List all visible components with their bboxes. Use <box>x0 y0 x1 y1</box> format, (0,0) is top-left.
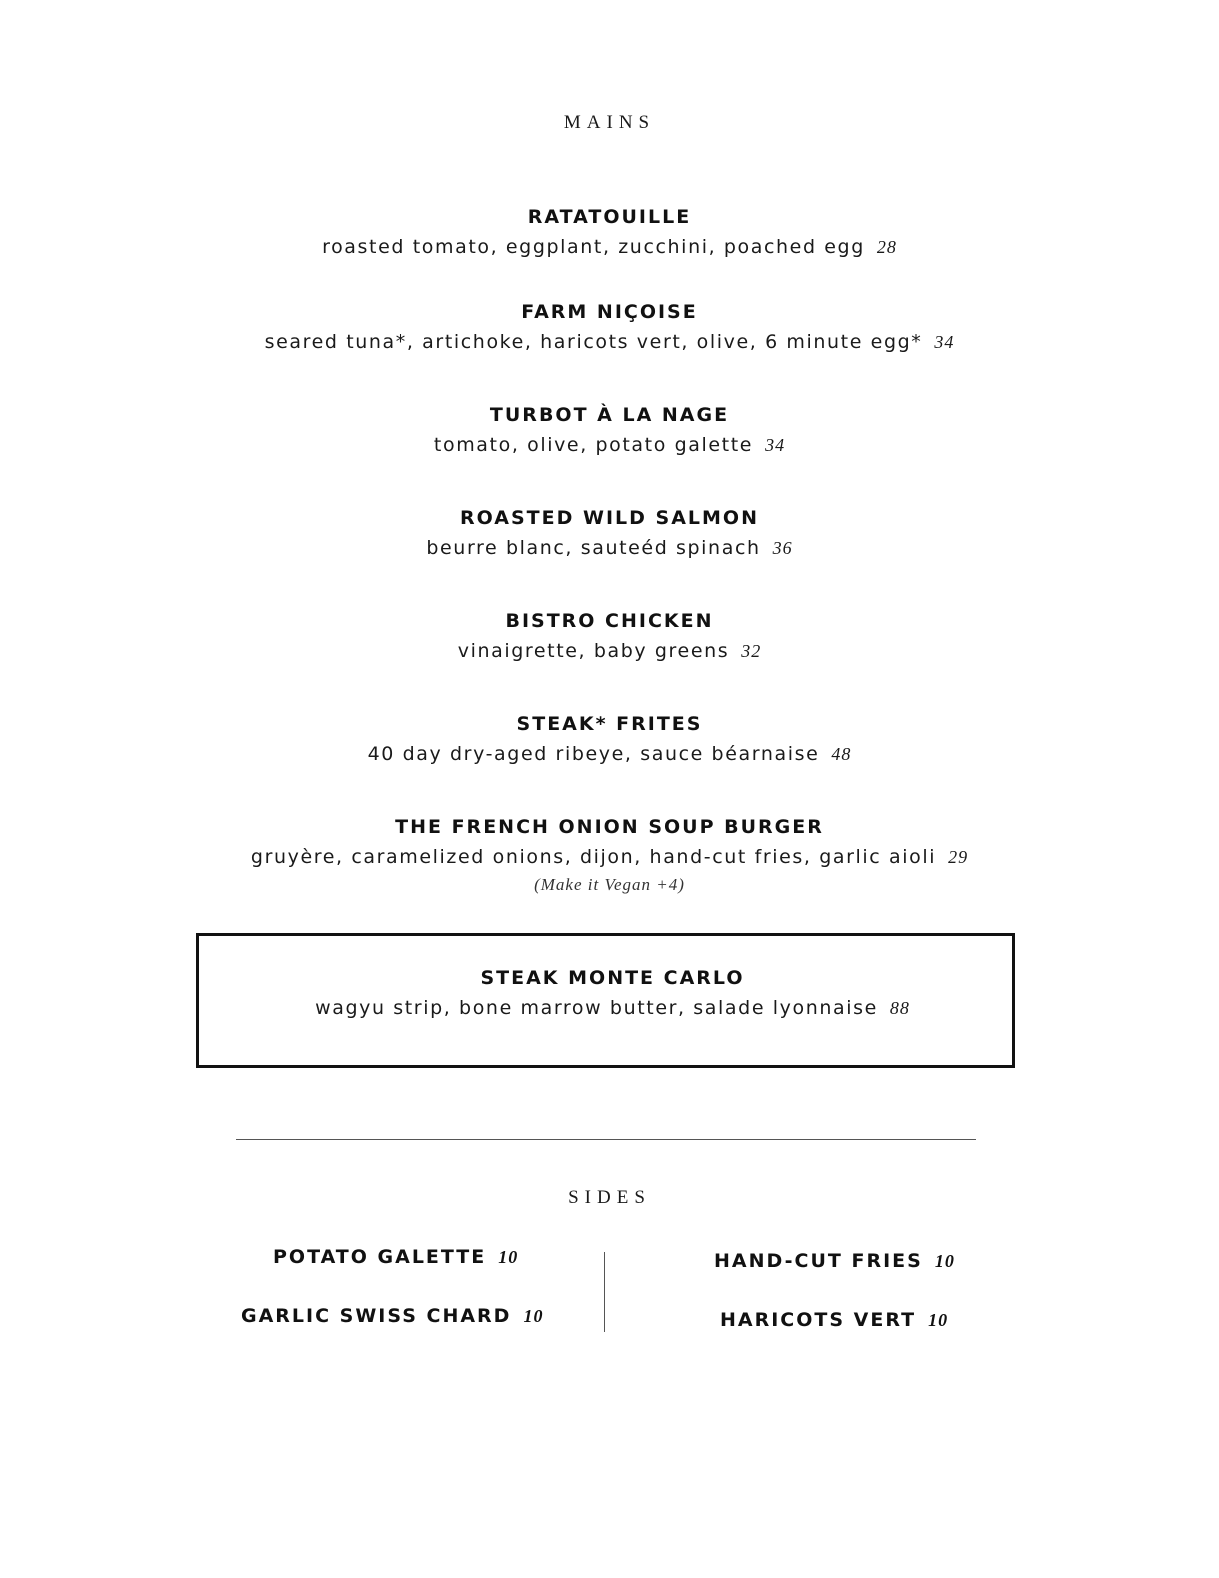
dish-name: STEAK MONTE CARLO <box>480 967 745 989</box>
price: 10 <box>934 1251 955 1271</box>
price: 34 <box>765 435 786 455</box>
description-text: tomato, olive, potato galette <box>433 434 754 456</box>
side-name: HAND-CUT FRIES <box>714 1250 923 1272</box>
price: 34 <box>934 332 955 352</box>
featured-item-box <box>196 933 1015 1068</box>
description-text: beurre blanc, sauteéd spinach <box>426 537 761 559</box>
dish-name: BISTRO CHICKEN <box>505 610 714 632</box>
dish-description <box>0 639 1219 663</box>
side-name: HARICOTS VERT <box>720 1309 917 1331</box>
dish-name: ROASTED WILD SALMON <box>460 507 759 529</box>
dish-description <box>0 845 1219 869</box>
dish-name: RATATOUILLE <box>527 206 692 228</box>
dish-name: STEAK* FRITES <box>516 713 703 735</box>
description-text: seared tuna*, artichoke, haricots vert, olive, 6 minute egg* <box>264 331 923 353</box>
menu-item-onion-soup-burger <box>0 815 1219 895</box>
dish-description <box>0 433 1219 457</box>
dish-description <box>0 330 1219 354</box>
side-name: GARLIC SWISS CHARD <box>241 1305 512 1327</box>
menu-item-salmon <box>0 506 1219 560</box>
dish-name: TURBOT À LA NAGE <box>489 404 730 426</box>
side-item-haricots-vert <box>720 1309 948 1331</box>
price: 88 <box>889 998 910 1018</box>
menu-item-steak-frites <box>0 712 1219 766</box>
dish-description <box>0 536 1219 560</box>
mains-heading: MAINS <box>563 112 656 133</box>
vegan-note: (Make it Vegan +4) <box>534 875 685 894</box>
description-text: vinaigrette, baby greens <box>457 640 730 662</box>
dish-description <box>0 235 1219 259</box>
price: 10 <box>498 1247 519 1267</box>
menu-item-ratatouille <box>0 205 1219 259</box>
price: 10 <box>523 1306 544 1326</box>
description-text: 40 day dry-aged ribeye, sauce béarnaise <box>367 743 820 765</box>
price: 28 <box>876 237 897 257</box>
price: 29 <box>948 847 969 867</box>
dish-description <box>0 742 1219 766</box>
sides-column-divider <box>604 1252 605 1332</box>
menu-item-bistro-chicken <box>0 609 1219 663</box>
dish-description <box>3 996 1219 1020</box>
dish-name: THE FRENCH ONION SOUP BURGER <box>395 816 824 838</box>
menu-item-steak-monte-carlo <box>3 966 1219 1020</box>
side-item-garlic-swiss-chard <box>241 1305 543 1327</box>
description-text: roasted tomato, eggplant, zucchini, poached egg <box>322 236 865 258</box>
side-name: POTATO GALETTE <box>273 1246 487 1268</box>
price: 36 <box>772 538 793 558</box>
sides-heading: SIDES <box>568 1187 651 1208</box>
description-text: wagyu strip, bone marrow butter, salade lyonnaise <box>315 997 878 1019</box>
dish-name: FARM NIÇOISE <box>521 301 698 323</box>
menu-item-turbot <box>0 403 1219 457</box>
price: 10 <box>928 1310 949 1330</box>
side-item-hand-cut-fries <box>714 1250 955 1272</box>
side-item-potato-galette <box>273 1246 518 1268</box>
menu-item-farm-nicoise <box>0 300 1219 354</box>
description-text: gruyère, caramelized onions, dijon, hand-cut fries, garlic aioli <box>250 846 937 868</box>
section-divider <box>236 1139 976 1140</box>
price: 32 <box>741 641 762 661</box>
price: 48 <box>831 744 852 764</box>
